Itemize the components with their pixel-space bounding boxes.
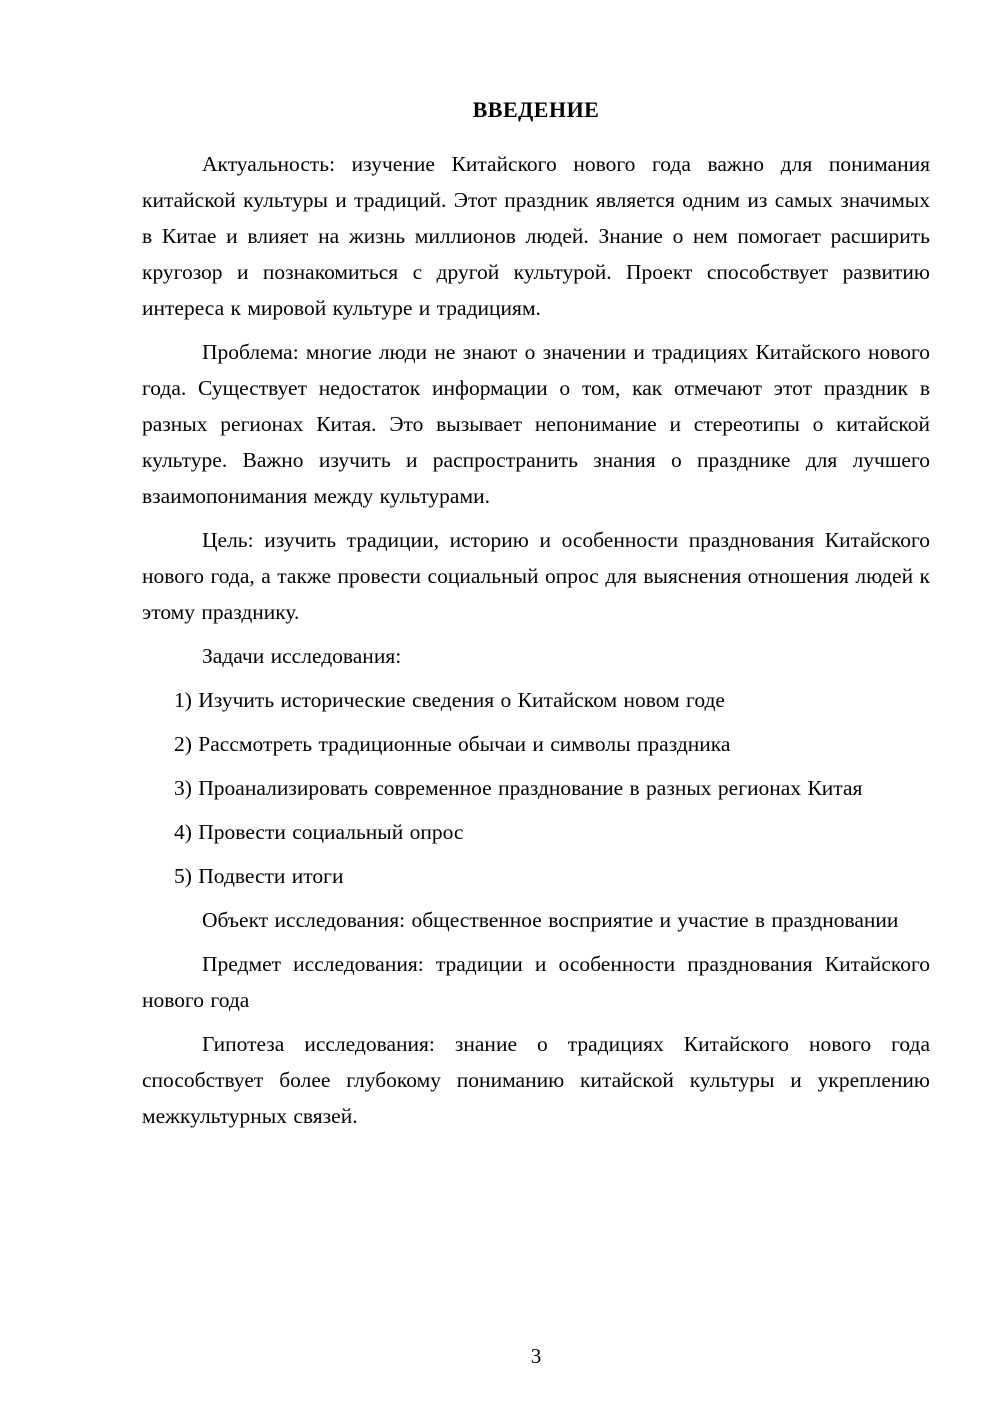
paragraph-gipoteza: Гипотеза исследования: знание о традициях Китайского нового года способствует более глубокому пониманию китайской культуры и укреплению межкультурных связей. <box>142 1032 930 1128</box>
paragraph-predmet: Предмет исследования: традиции и особенности празднования Китайского нового года <box>142 952 930 1012</box>
paragraph-tsel: Цель: изучить традиции, историю и особенности празднования Китайского нового года, а также провести социальный опрос для выяснения отношения людей к этому празднику. <box>142 528 930 624</box>
paragraph-objekt: Объект исследования: общественное восприятие и участие в праздновании <box>202 908 899 932</box>
paragraph-zadachi-header: Задачи исследования: <box>202 644 402 668</box>
paragraph-problema: Проблема: многие люди не знают о значении и традициях Китайского нового года. Существует недостаток информации о том, как отмечают этот праздник в разных регионах Китая. Это вызывает непонимание и стереотипы о китайской культуре. Важно изучить и распространить знания о празднике для лучшего взаимопонимания между культурами. <box>142 340 930 508</box>
task-item-5: 5) Подвести итоги <box>174 864 344 888</box>
page-number: 3 <box>530 1344 542 1368</box>
task-item-4: 4) Провести социальный опрос <box>174 820 464 844</box>
task-item-3: 3) Проанализировать современное празднование в разных регионах Китая <box>174 776 863 800</box>
paragraph-aktualnost: Актуальность: изучение Китайского нового года важно для понимания китайской культуры и традиций. Этот праздник является одним из самых значимых в Китае и влияет на жизнь миллионов людей. Знание о нем помогает расширить кругозор и познакомиться с другой культурой. Проект способствует развитию интереса к мировой культуре и традициям. <box>142 152 930 320</box>
task-item-1: 1) Изучить исторические сведения о Китайском новом годе <box>174 688 725 712</box>
task-item-2: 2) Рассмотреть традиционные обычаи и символы праздника <box>174 732 731 756</box>
page-title: ВВЕДЕНИЕ <box>472 97 600 122</box>
